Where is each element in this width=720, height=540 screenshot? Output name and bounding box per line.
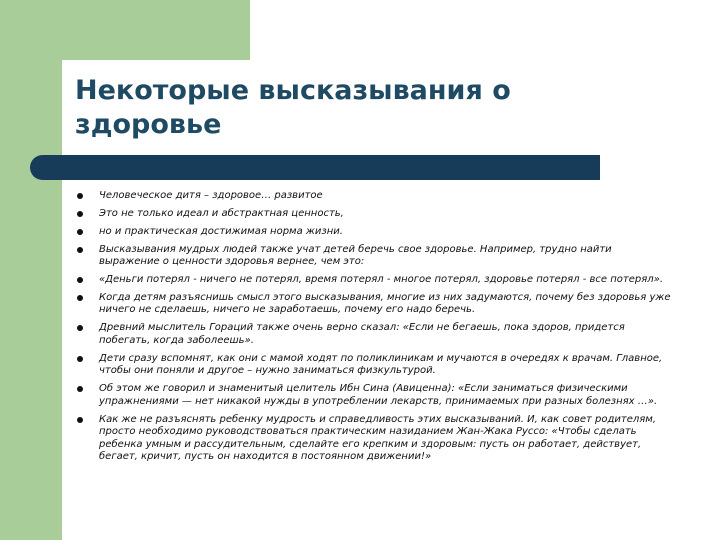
bullet-item: [75, 292, 675, 317]
bullet-text: Древний мыслитель Гораций также очень верно сказал: «Если не бегаешь, пока здоров, придется побегать, когда заболеешь».: [99, 322, 625, 346]
bullet-item: [75, 244, 675, 269]
left-decorative-band: [0, 0, 62, 540]
bullet-dot-icon: [77, 193, 83, 199]
top-decorative-block: [0, 0, 250, 60]
bullet-dot-icon: [77, 211, 83, 217]
bullet-dot-icon: [77, 386, 83, 392]
bullet-item: [75, 226, 675, 239]
bullet-text: Об этом же говорил и знаменитый целитель Ибн Сина (Авиценна): «Если заниматься физическими упражнениями — нет никакой нужды в употреблении лекарств, принимаемых при разных болезнях …».: [99, 383, 658, 407]
bullet-text: «Деньги потерял - ничего не потерял, время потерял - многое потерял, здоровье потерял - все потерял».: [99, 274, 664, 286]
bullet-text: Дети сразу вспомнят, как они с мамой ходят по поликлиникам и мучаются в очередях к врачам. Главное, чтобы они поняли и другое – нужно заниматься физкультурой.: [99, 352, 663, 377]
bullet-dot-icon: [77, 417, 83, 423]
bullet-text: но и практическая достижимая норма жизни.: [99, 225, 343, 237]
bullet-text: Как же не разъяснять ребенку мудрость и справедливость этих высказываний. И, как совет родителям, просто необходимо руководствоваться практическим назиданием Жан-Жака Руссо: «Чтобы сделать ребенка умным и рассудительным, сделайте его крепким и здоровым: пусть он работает, действует, бегает, кричит, пусть он находится в постоянном движении!»: [99, 413, 657, 463]
bullet-dot-icon: [77, 295, 83, 301]
title-underline-bar: [30, 155, 600, 180]
bullet-text: Когда детям разъяснишь смысл этого высказывания, многие из них задумаются, почему без здоровья уже ничего не сделаешь, ничего не заработаешь, почему его надо беречь.: [99, 291, 671, 316]
bullet-item: [75, 190, 675, 203]
bullet-item: [75, 274, 675, 287]
bullet-dot-icon: [77, 229, 83, 235]
bullet-dot-icon: [77, 247, 83, 253]
slide-title: Некоторые высказывания о здоровье: [75, 75, 511, 140]
bullet-dot-icon: [77, 277, 83, 283]
bullet-item: [75, 383, 675, 408]
bullet-item: [75, 208, 675, 221]
bullet-dot-icon: [77, 356, 83, 362]
bullet-dot-icon: [77, 325, 83, 331]
bullet-item: [75, 414, 675, 464]
bullet-item: [75, 322, 675, 347]
bullet-text: Высказывания мудрых людей также учат детей беречь свое здоровье. Например, трудно найти выражение о ценности здоровья вернее, чем это:: [99, 243, 612, 268]
bullet-list: [75, 190, 675, 469]
bullet-text: Человеческое дитя – здоровое… развитое: [99, 190, 323, 201]
bullet-item: [75, 353, 675, 378]
bullet-text: Это не только идеал и абстрактная ценность,: [99, 207, 344, 219]
